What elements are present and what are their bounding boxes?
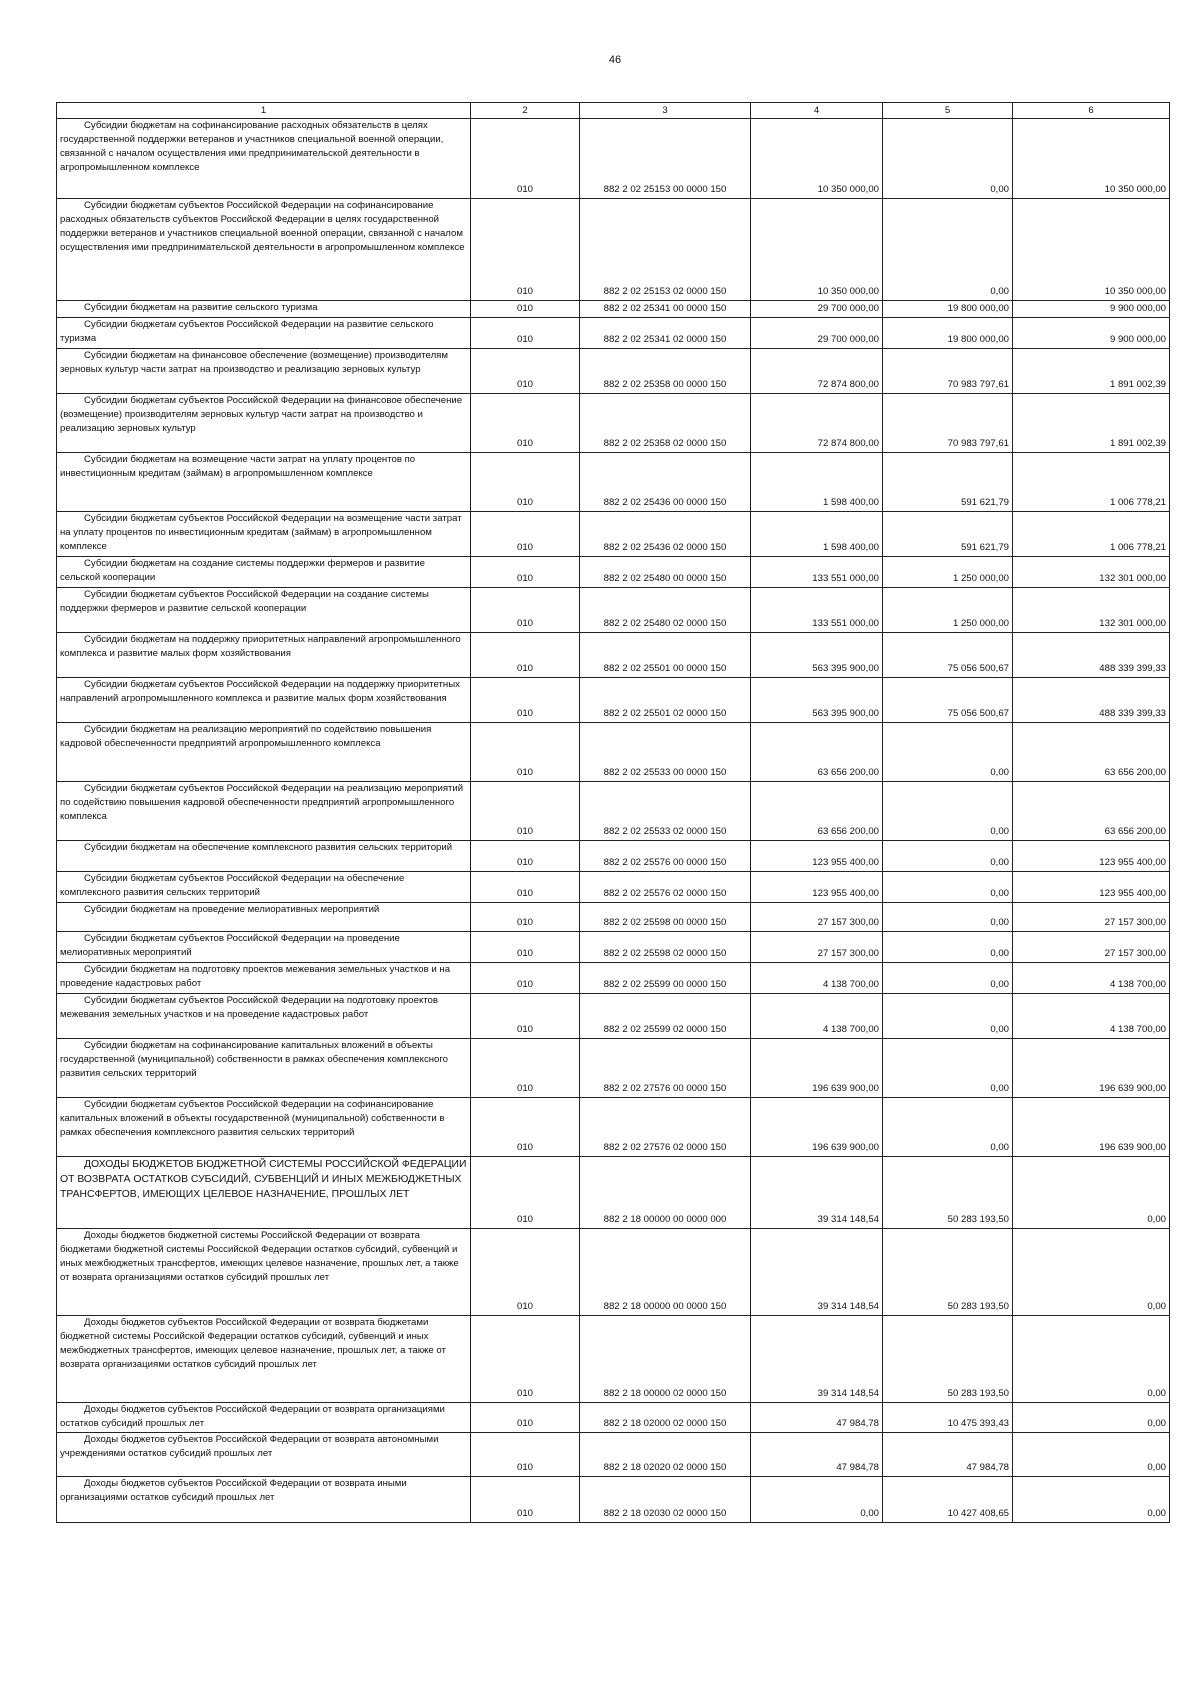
income-name: Субсидии бюджетам субъектов Российской Федерации на поддержку приоритетных направлений агропромышленного комплекса и развитие малых форм хозяйствования xyxy=(57,678,471,723)
line-code: 010 xyxy=(471,349,580,394)
executed-amount: 0,00 xyxy=(883,903,1013,932)
approved-amount: 563 395 900,00 xyxy=(751,633,883,678)
approved-amount: 39 314 148,54 xyxy=(751,1229,883,1316)
income-name: Доходы бюджетов субъектов Российской Федерации от возврата автономными учреждениями остатков субсидий прошлых лет xyxy=(57,1433,471,1477)
remaining-amount: 488 339 399,33 xyxy=(1013,678,1170,723)
table-row xyxy=(57,723,1170,782)
income-name: Субсидии бюджетам субъектов Российской Федерации на возмещение части затрат на уплату процентов по инвестиционным кредитам (займам) в агропромышленном комплексе xyxy=(57,512,471,557)
approved-amount: 1 598 400,00 xyxy=(751,512,883,557)
executed-amount: 1 250 000,00 xyxy=(883,588,1013,633)
remaining-amount: 10 350 000,00 xyxy=(1013,119,1170,199)
remaining-amount: 196 639 900,00 xyxy=(1013,1098,1170,1157)
executed-amount: 50 283 193,50 xyxy=(883,1157,1013,1229)
approved-amount: 10 350 000,00 xyxy=(751,119,883,199)
executed-amount: 0,00 xyxy=(883,199,1013,301)
approved-amount: 39 314 148,54 xyxy=(751,1316,883,1403)
budget-classification-code: 882 2 18 00000 02 0000 150 xyxy=(580,1316,751,1403)
income-name: Доходы бюджетов субъектов Российской Федерации от возврата организациями остатков субсидий прошлых лет xyxy=(57,1403,471,1433)
income-name: Субсидии бюджетам субъектов Российской Федерации на реализацию мероприятий по содействию повышения кадровой обеспеченности предприятий агропромышленного комплекса xyxy=(57,782,471,841)
column-header: 3 xyxy=(580,103,751,119)
budget-classification-code: 882 2 02 25598 00 0000 150 xyxy=(580,903,751,932)
remaining-amount: 1 891 002,39 xyxy=(1013,394,1170,453)
table-row xyxy=(57,872,1170,903)
remaining-amount: 132 301 000,00 xyxy=(1013,557,1170,588)
executed-amount: 0,00 xyxy=(883,932,1013,963)
table-row xyxy=(57,1403,1170,1433)
executed-amount: 50 283 193,50 xyxy=(883,1229,1013,1316)
table-row xyxy=(57,557,1170,588)
remaining-amount: 0,00 xyxy=(1013,1433,1170,1477)
executed-amount: 0,00 xyxy=(883,119,1013,199)
budget-classification-code: 882 2 02 25153 02 0000 150 xyxy=(580,199,751,301)
table-row xyxy=(57,301,1170,318)
income-name: Субсидии бюджетам на софинансирование капитальных вложений в объекты государственной (муниципальной) собственности в рамках обеспечения комплексного развития сельских территорий xyxy=(57,1039,471,1098)
executed-amount: 19 800 000,00 xyxy=(883,318,1013,349)
remaining-amount: 9 900 000,00 xyxy=(1013,301,1170,318)
income-name: Субсидии бюджетам субъектов Российской Федерации на развитие сельского туризма xyxy=(57,318,471,349)
column-header: 1 xyxy=(57,103,471,119)
approved-amount: 0,00 xyxy=(751,1477,883,1523)
remaining-amount: 196 639 900,00 xyxy=(1013,1039,1170,1098)
income-name: Субсидии бюджетам на подготовку проектов межевания земельных участков и на проведение кадастровых работ xyxy=(57,963,471,994)
executed-amount: 591 621,79 xyxy=(883,512,1013,557)
budget-classification-code: 882 2 18 00000 00 0000 150 xyxy=(580,1229,751,1316)
line-code: 010 xyxy=(471,932,580,963)
income-name: Субсидии бюджетам субъектов Российской Федерации на финансовое обеспечение (возмещение) производителям зерновых культур части затрат на производство и реализацию зерновых культур xyxy=(57,394,471,453)
table-row xyxy=(57,318,1170,349)
table-row xyxy=(57,841,1170,872)
line-code: 010 xyxy=(471,782,580,841)
executed-amount: 0,00 xyxy=(883,782,1013,841)
table-row xyxy=(57,782,1170,841)
remaining-amount: 27 157 300,00 xyxy=(1013,903,1170,932)
page-number: 46 xyxy=(608,54,622,66)
budget-classification-code: 882 2 18 00000 00 0000 000 xyxy=(580,1157,751,1229)
remaining-amount: 1 891 002,39 xyxy=(1013,349,1170,394)
table-row xyxy=(57,349,1170,394)
line-code: 010 xyxy=(471,557,580,588)
line-code: 010 xyxy=(471,872,580,903)
budget-classification-code: 882 2 02 25436 02 0000 150 xyxy=(580,512,751,557)
line-code: 010 xyxy=(471,1039,580,1098)
line-code: 010 xyxy=(471,1477,580,1523)
income-name: Субсидии бюджетам субъектов Российской Федерации на софинансирование капитальных вложений в объекты государственной (муниципальной) собственности в рамках обеспечения комплексного развития сельских территорий xyxy=(57,1098,471,1157)
executed-amount: 0,00 xyxy=(883,872,1013,903)
income-name: Субсидии бюджетам на реализацию мероприятий по содействию повышения кадровой обеспеченности предприятий агропромышленного комплекса xyxy=(57,723,471,782)
table-row xyxy=(57,633,1170,678)
budget-classification-code: 882 2 02 25436 00 0000 150 xyxy=(580,453,751,512)
remaining-amount: 4 138 700,00 xyxy=(1013,963,1170,994)
table-row xyxy=(57,932,1170,963)
budget-classification-code: 882 2 02 25599 02 0000 150 xyxy=(580,994,751,1039)
approved-amount: 29 700 000,00 xyxy=(751,301,883,318)
line-code: 010 xyxy=(471,1433,580,1477)
table-row xyxy=(57,199,1170,301)
column-number-row xyxy=(57,103,1170,119)
budget-classification-code: 882 2 02 25501 00 0000 150 xyxy=(580,633,751,678)
remaining-amount: 9 900 000,00 xyxy=(1013,318,1170,349)
remaining-amount: 0,00 xyxy=(1013,1403,1170,1433)
budget-classification-code: 882 2 02 25598 02 0000 150 xyxy=(580,932,751,963)
approved-amount: 63 656 200,00 xyxy=(751,723,883,782)
remaining-amount: 63 656 200,00 xyxy=(1013,723,1170,782)
line-code: 010 xyxy=(471,994,580,1039)
remaining-amount: 4 138 700,00 xyxy=(1013,994,1170,1039)
income-name: Субсидии бюджетам субъектов Российской Федерации на обеспечение комплексного развития сельских территорий xyxy=(57,872,471,903)
line-code: 010 xyxy=(471,1098,580,1157)
table-row xyxy=(57,1039,1170,1098)
remaining-amount: 123 955 400,00 xyxy=(1013,872,1170,903)
budget-classification-code: 882 2 02 25341 00 0000 150 xyxy=(580,301,751,318)
remaining-amount: 1 006 778,21 xyxy=(1013,453,1170,512)
income-name: Субсидии бюджетам субъектов Российской Федерации на создание системы поддержки фермеров и развитие сельской кооперации xyxy=(57,588,471,633)
approved-amount: 563 395 900,00 xyxy=(751,678,883,723)
table-row xyxy=(57,119,1170,199)
budget-classification-code: 882 2 02 25533 00 0000 150 xyxy=(580,723,751,782)
executed-amount: 591 621,79 xyxy=(883,453,1013,512)
approved-amount: 123 955 400,00 xyxy=(751,872,883,903)
table-row xyxy=(57,588,1170,633)
approved-amount: 72 874 800,00 xyxy=(751,394,883,453)
budget-classification-code: 882 2 18 02000 02 0000 150 xyxy=(580,1403,751,1433)
approved-amount: 196 639 900,00 xyxy=(751,1039,883,1098)
approved-amount: 72 874 800,00 xyxy=(751,349,883,394)
column-header: 6 xyxy=(1013,103,1170,119)
budget-classification-code: 882 2 02 25576 00 0000 150 xyxy=(580,841,751,872)
executed-amount: 0,00 xyxy=(883,1039,1013,1098)
income-table xyxy=(56,102,1170,1523)
line-code: 010 xyxy=(471,678,580,723)
budget-classification-code: 882 2 02 25480 00 0000 150 xyxy=(580,557,751,588)
budget-classification-code: 882 2 02 25358 02 0000 150 xyxy=(580,394,751,453)
income-name: Субсидии бюджетам субъектов Российской Федерации на проведение мелиоративных мероприятий xyxy=(57,932,471,963)
executed-amount: 50 283 193,50 xyxy=(883,1316,1013,1403)
table-row xyxy=(57,1316,1170,1403)
line-code: 010 xyxy=(471,963,580,994)
income-name: Субсидии бюджетам субъектов Российской Федерации на подготовку проектов межевания земельных участков и на проведение кадастровых работ xyxy=(57,994,471,1039)
approved-amount: 133 551 000,00 xyxy=(751,588,883,633)
executed-amount: 0,00 xyxy=(883,723,1013,782)
budget-classification-code: 882 2 02 27576 02 0000 150 xyxy=(580,1098,751,1157)
table-row xyxy=(57,394,1170,453)
approved-amount: 27 157 300,00 xyxy=(751,903,883,932)
income-name: Доходы бюджетов бюджетной системы Российской Федерации от возврата бюджетами бюджетной системы Российской Федерации остатков субсидий, субвенций и иных межбюджетных трансфертов, имеющих целевое назначение, прошлых лет, а также от возврата организациями остатков субсидий прошлых лет xyxy=(57,1229,471,1316)
income-name: Субсидии бюджетам на развитие сельского туризма xyxy=(57,301,471,318)
remaining-amount: 0,00 xyxy=(1013,1157,1170,1229)
income-name: Доходы бюджетов субъектов Российской Федерации от возврата бюджетами бюджетной системы Российской Федерации остатков субсидий, субвенций и иных межбюджетных трансфертов, имеющих целевое назначение, прошлых лет, а также от возврата организациями остатков субсидий прошлых лет xyxy=(57,1316,471,1403)
executed-amount: 10 427 408,65 xyxy=(883,1477,1013,1523)
line-code: 010 xyxy=(471,903,580,932)
column-header: 4 xyxy=(751,103,883,119)
executed-amount: 70 983 797,61 xyxy=(883,394,1013,453)
budget-classification-code: 882 2 18 02020 02 0000 150 xyxy=(580,1433,751,1477)
line-code: 010 xyxy=(471,199,580,301)
table-row xyxy=(57,1433,1170,1477)
line-code: 010 xyxy=(471,453,580,512)
income-name: Субсидии бюджетам на поддержку приоритетных направлений агропромышленного комплекса и развитие малых форм хозяйствования xyxy=(57,633,471,678)
executed-amount: 47 984,78 xyxy=(883,1433,1013,1477)
income-name: Доходы бюджетов субъектов Российской Федерации от возврата иными организациями остатков субсидий прошлых лет xyxy=(57,1477,471,1523)
line-code: 010 xyxy=(471,1403,580,1433)
income-name: ДОХОДЫ БЮДЖЕТОВ БЮДЖЕТНОЙ СИСТЕМЫ РОССИЙСКОЙ ФЕДЕРАЦИИ ОТ ВОЗВРАТА ОСТАТКОВ СУБСИДИЙ, СУБВЕНЦИЙ И ИНЫХ МЕЖБЮДЖЕТНЫХ ТРАНСФЕРТОВ, ИМЕЮЩИХ ЦЕЛЕВОЕ НАЗНАЧЕНИЕ, ПРОШЛЫХ ЛЕТ xyxy=(57,1157,471,1229)
line-code: 010 xyxy=(471,841,580,872)
line-code: 010 xyxy=(471,1316,580,1403)
table-row xyxy=(57,1229,1170,1316)
approved-amount: 63 656 200,00 xyxy=(751,782,883,841)
approved-amount: 1 598 400,00 xyxy=(751,453,883,512)
income-name: Субсидии бюджетам на возмещение части затрат на уплату процентов по инвестиционным кредитам (займам) в агропромышленном комплексе xyxy=(57,453,471,512)
table-row xyxy=(57,994,1170,1039)
remaining-amount: 63 656 200,00 xyxy=(1013,782,1170,841)
table-row xyxy=(57,903,1170,932)
table-row xyxy=(57,1157,1170,1229)
executed-amount: 70 983 797,61 xyxy=(883,349,1013,394)
line-code: 010 xyxy=(471,1157,580,1229)
budget-classification-code: 882 2 02 25480 02 0000 150 xyxy=(580,588,751,633)
table-row xyxy=(57,512,1170,557)
table-row xyxy=(57,678,1170,723)
approved-amount: 4 138 700,00 xyxy=(751,963,883,994)
budget-classification-code: 882 2 18 02030 02 0000 150 xyxy=(580,1477,751,1523)
budget-classification-code: 882 2 02 25358 00 0000 150 xyxy=(580,349,751,394)
income-name: Субсидии бюджетам на создание системы поддержки фермеров и развитие сельской кооперации xyxy=(57,557,471,588)
remaining-amount: 0,00 xyxy=(1013,1316,1170,1403)
approved-amount: 196 639 900,00 xyxy=(751,1098,883,1157)
table-row xyxy=(57,1098,1170,1157)
approved-amount: 4 138 700,00 xyxy=(751,994,883,1039)
executed-amount: 0,00 xyxy=(883,1098,1013,1157)
line-code: 010 xyxy=(471,723,580,782)
line-code: 010 xyxy=(471,119,580,199)
line-code: 010 xyxy=(471,301,580,318)
remaining-amount: 0,00 xyxy=(1013,1229,1170,1316)
income-name: Субсидии бюджетам на софинансирование расходных обязательств в целях государственной поддержки ветеранов и участников специальной военной операции, связанной с началом осуществления ими предпринимательской деятельности в агропромышленном комплексе xyxy=(57,119,471,199)
line-code: 010 xyxy=(471,588,580,633)
column-header: 2 xyxy=(471,103,580,119)
column-header: 5 xyxy=(883,103,1013,119)
approved-amount: 47 984,78 xyxy=(751,1403,883,1433)
budget-classification-code: 882 2 02 25153 00 0000 150 xyxy=(580,119,751,199)
line-code: 010 xyxy=(471,318,580,349)
executed-amount: 10 475 393,43 xyxy=(883,1403,1013,1433)
approved-amount: 133 551 000,00 xyxy=(751,557,883,588)
budget-classification-code: 882 2 02 25599 00 0000 150 xyxy=(580,963,751,994)
line-code: 010 xyxy=(471,1229,580,1316)
approved-amount: 27 157 300,00 xyxy=(751,932,883,963)
executed-amount: 0,00 xyxy=(883,963,1013,994)
approved-amount: 47 984,78 xyxy=(751,1433,883,1477)
executed-amount: 75 056 500,67 xyxy=(883,678,1013,723)
remaining-amount: 27 157 300,00 xyxy=(1013,932,1170,963)
table-row xyxy=(57,453,1170,512)
line-code: 010 xyxy=(471,394,580,453)
approved-amount: 39 314 148,54 xyxy=(751,1157,883,1229)
executed-amount: 75 056 500,67 xyxy=(883,633,1013,678)
table-row xyxy=(57,963,1170,994)
line-code: 010 xyxy=(471,512,580,557)
remaining-amount: 1 006 778,21 xyxy=(1013,512,1170,557)
approved-amount: 10 350 000,00 xyxy=(751,199,883,301)
income-name: Субсидии бюджетам на проведение мелиоративных мероприятий xyxy=(57,903,471,932)
remaining-amount: 0,00 xyxy=(1013,1477,1170,1523)
approved-amount: 123 955 400,00 xyxy=(751,841,883,872)
income-name: Субсидии бюджетам на обеспечение комплексного развития сельских территорий xyxy=(57,841,471,872)
approved-amount: 29 700 000,00 xyxy=(751,318,883,349)
remaining-amount: 123 955 400,00 xyxy=(1013,841,1170,872)
budget-classification-code: 882 2 02 25341 02 0000 150 xyxy=(580,318,751,349)
budget-classification-code: 882 2 02 25576 02 0000 150 xyxy=(580,872,751,903)
executed-amount: 19 800 000,00 xyxy=(883,301,1013,318)
executed-amount: 0,00 xyxy=(883,841,1013,872)
income-name: Субсидии бюджетам субъектов Российской Федерации на софинансирование расходных обязательств субъектов Российской Федерации в целях государственной поддержки ветеранов и участников специальной военной операции, связанной с началом осуществления ими предпринимательской деятельности в агропромышленном комплексе xyxy=(57,199,471,301)
budget-classification-code: 882 2 02 27576 00 0000 150 xyxy=(580,1039,751,1098)
executed-amount: 1 250 000,00 xyxy=(883,557,1013,588)
table-row xyxy=(57,1477,1170,1523)
executed-amount: 0,00 xyxy=(883,994,1013,1039)
budget-classification-code: 882 2 02 25501 02 0000 150 xyxy=(580,678,751,723)
remaining-amount: 488 339 399,33 xyxy=(1013,633,1170,678)
budget-classification-code: 882 2 02 25533 02 0000 150 xyxy=(580,782,751,841)
line-code: 010 xyxy=(471,633,580,678)
remaining-amount: 132 301 000,00 xyxy=(1013,588,1170,633)
remaining-amount: 10 350 000,00 xyxy=(1013,199,1170,301)
income-name: Субсидии бюджетам на финансовое обеспечение (возмещение) производителям зерновых культур части затрат на производство и реализацию зерновых культур xyxy=(57,349,471,394)
